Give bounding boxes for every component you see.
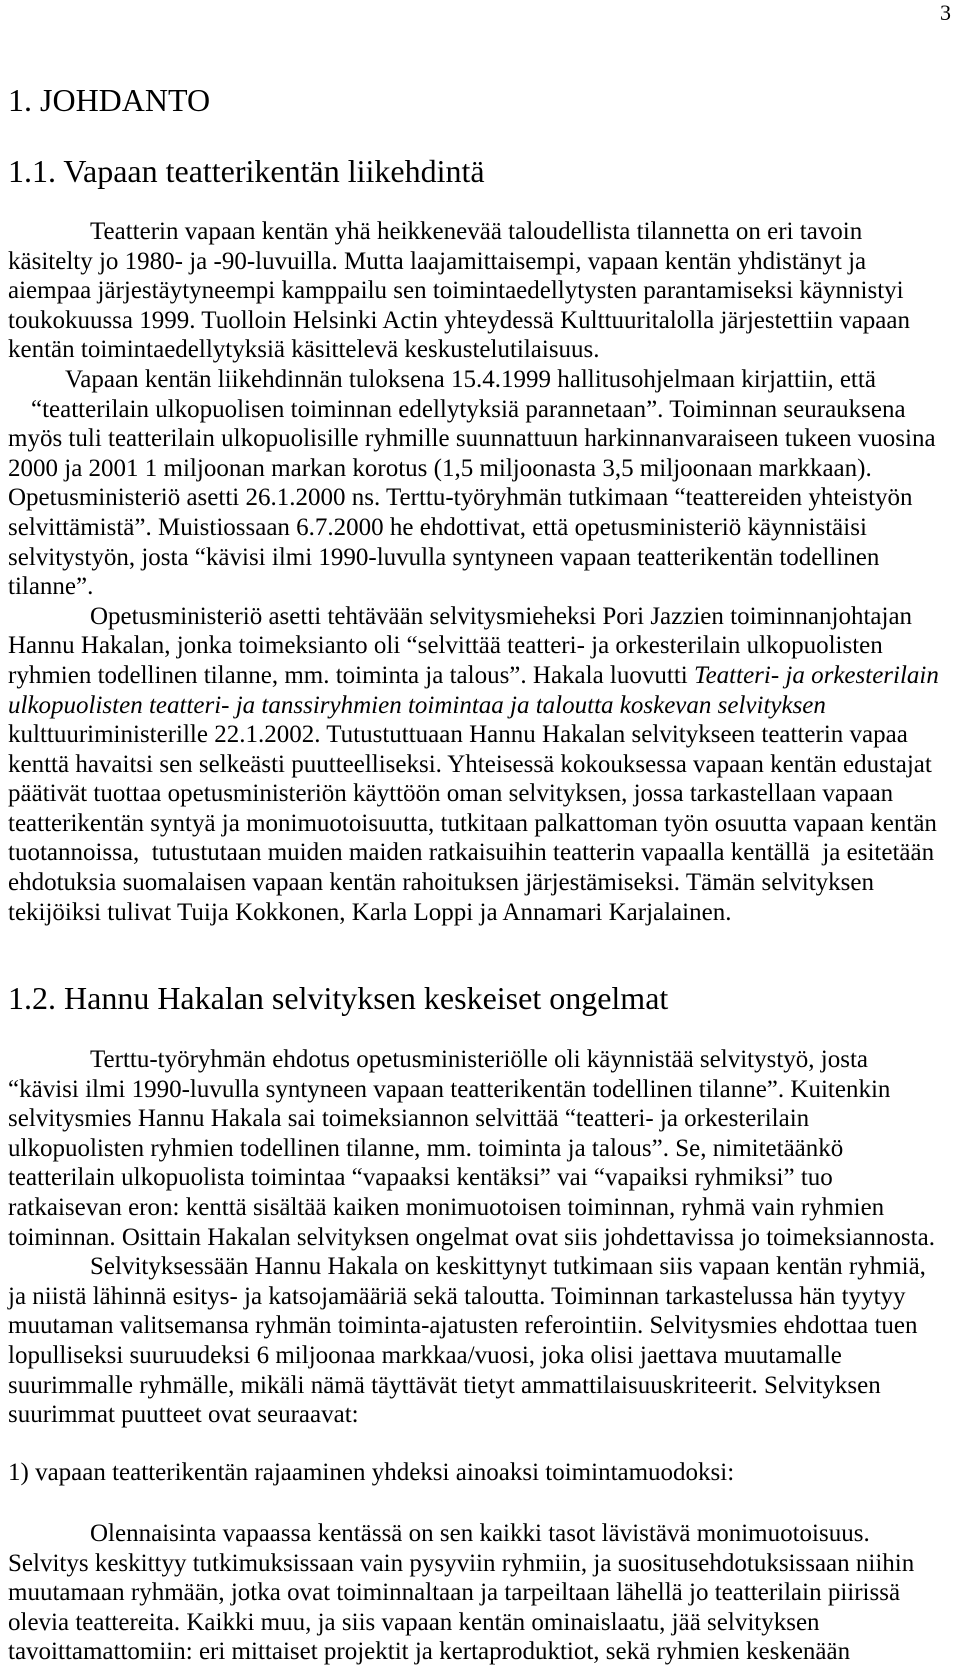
- text-line: suurimmat puutteet ovat seuraavat:: [8, 1401, 359, 1429]
- text-line: “teatterilain ulkopuolisen toiminnan edellytyksiä parannetaan”. Toiminnan seurauksena: [31, 395, 906, 423]
- text-line: 2000 ja 2001 1 miljoonan markan korotus (1,5 miljoonasta 3,5 miljoonaan markkaan).: [8, 454, 872, 482]
- text-line: aiempaa järjestäytyneempi kamppailu sen toimintaedellytysten parantamiseksi käynnistyi: [8, 277, 904, 305]
- report-title-italic: Teatteri- ja orkesterilain: [693, 661, 939, 689]
- text-line: suurimmalle ryhmälle, mikäli nämä täyttävät tietyt ammattilaisuuskriteerit. Selvityksen: [8, 1371, 881, 1399]
- text-line: [8, 661, 958, 691]
- text-line: tavoittamattomiin: eri mittaiset projektit ja kertaproduktiot, sekä ryhmien keskenään: [8, 1638, 851, 1666]
- text-line: ratkaisevan eron: kenttä sisältää kaiken monimuotoisen toiminnan, ryhmä vain ryhmien: [8, 1193, 885, 1221]
- text-line: lopulliseksi suuruudeksi 6 miljoonaa markkaa/vuosi, joka olisi jaettava muutamalle: [8, 1341, 842, 1369]
- text-line: tilanne”.: [8, 573, 94, 601]
- text-line: muutamaan ryhmään, jotka ovat toiminnaltaan ja tarpeiltaan lähellä jo teatterilain piirissä: [8, 1579, 901, 1607]
- text-line: Teatterin vapaan kentän yhä heikkenevää taloudellista tilannetta on eri tavoin: [90, 218, 863, 245]
- paragraph: [8, 1252, 958, 1430]
- text-line: kentän toimintaedellytyksiä käsittelevä keskustelutilaisuus.: [8, 336, 600, 364]
- text-line: toiminnan. Osittain Hakalan selvityksen ongelmat ovat siis johdettavissa jo toimeksiannosta.: [8, 1223, 935, 1251]
- text-line: selvitystyön, josta “kävisi ilmi 1990-luvulla syntyneen vapaan teatterikentän todellinen: [8, 543, 880, 571]
- numbered-list: [8, 1458, 958, 1488]
- chapter-heading: 1. JOHDANTO: [8, 82, 211, 118]
- paragraph: [8, 1045, 958, 1252]
- paragraph: [8, 217, 958, 365]
- text-segment: ryhmien todellinen tilanne, mm. toiminta ja talous”. Hakala luovutti: [8, 661, 694, 689]
- section-heading-1-2: 1.2. Hannu Hakalan selvityksen keskeiset ongelmat: [8, 980, 669, 1016]
- text-line: Selvitys keskittyy tutkimuksissaan vain pysyviin ryhmiin, ja suositusehdotuksissaan niihin: [8, 1549, 915, 1577]
- section-1-1-body: [8, 217, 958, 927]
- text-line: Vapaan kentän liikehdinnän tuloksena 15.4.1999 hallitusohjelmaan kirjattiin, että: [65, 365, 876, 393]
- text-line: selvittämistä”. Muistiossaan 6.7.2000 he ehdottivat, että opetusministeriö käynnistäisi: [8, 513, 867, 541]
- text-line: muutaman valitsemansa ryhmän toiminta-ajatusten referointiin. Selvitysmies ehdottaa tuen: [8, 1312, 918, 1340]
- text-line: kulttuuriministerille 22.1.2002. Tutustuttuaan Hannu Hakalan selvitykseen teatterin vapaa: [8, 721, 908, 749]
- page-number: 3: [940, 0, 951, 25]
- text-line: Opetusministeriö asetti 26.1.2000 ns. Terttu-työryhmän tutkimaan “teattereiden yhteistyön: [8, 484, 913, 512]
- text-line: Terttu-työryhmän ehdotus opetusministeriölle oli käynnistää selvitystyö, josta: [90, 1046, 868, 1073]
- report-title-italic: ulkopuolisten teatteri- ja tanssiryhmien toimintaa ja taloutta koskevan selvityksen: [8, 691, 826, 719]
- section-1-2-body: [8, 1045, 958, 1430]
- text-line: Olennaisinta vapaassa kentässä on sen kaikki tasot lävistävä monimuotoisuus.: [90, 1520, 870, 1547]
- text-line: kenttä havaitsi sen selkeästi puutteelliseksi. Yhteisessä kokouksessa vapaan kentän edustajat: [8, 750, 932, 778]
- text-line: selvitysmies Hannu Hakala sai toimeksiannon selvittää “teatteri- ja orkesterilain: [8, 1105, 810, 1133]
- text-line: teatterilain ulkopuolista toimintaa “vapaaksi kentäksi” vai “vapaiksi ryhmiksi” tuo: [8, 1164, 833, 1192]
- text-line: toukokuussa 1999. Tuolloin Helsinki Actin yhteydessä Kulttuuritalolla järjestettiin vapaan: [8, 306, 910, 334]
- text-line: tuotannoissa, tutustutaan muiden maiden ratkaisuihin teatterin vapaalla kentällä ja esitetään: [8, 839, 935, 867]
- text-line: olevia teattereita. Kaikki muu, ja siis vapaan kentän ominaislaatu, jää selvityksen: [8, 1608, 820, 1636]
- text-line: “kävisi ilmi 1990-luvulla syntyneen vapaan teatterikentän todellinen tilanne”. Kuitenkin: [8, 1075, 891, 1103]
- section-heading-1-1: 1.1. Vapaan teatterikentän liikehdintä: [8, 153, 485, 189]
- text-line: myös tuli teatterilain ulkopuolisille ryhmille suunnattuun harkinnanvaraiseen tukeen vuosina: [8, 425, 936, 453]
- list-item: 1) vapaan teatterikentän rajaaminen yhdeksi ainoaksi toimintamuodoksi:: [8, 1459, 735, 1486]
- list-item-body: [8, 1519, 958, 1667]
- paragraph: [8, 602, 958, 928]
- text-line: päätivät tuottaa opetusministeriön käyttöön oman selvityksen, jossa tarkastellaan vapaan: [8, 780, 894, 808]
- paragraph: [8, 1519, 958, 1667]
- text-line: käsitelty jo 1980- ja -90-luvuilla. Mutta laajamittaisempi, vapaan kentän yhdistänyt ja: [8, 247, 867, 275]
- text-line: ulkopuolisten ryhmien todellinen tilanne, mm. toiminta ja talous”. Se, nimitetäänkö: [8, 1134, 844, 1162]
- text-line: ehdotuksia suomalaisen vapaan kentän rahoituksen järjestämiseksi. Tämän selvityksen: [8, 869, 874, 897]
- text-line: Selvityksessään Hannu Hakala on keskittynyt tutkimaan siis vapaan kentän ryhmiä,: [90, 1253, 926, 1281]
- text-line: Hannu Hakalan, jonka toimeksianto oli “selvittää teatteri- ja orkesterilain ulkopuolisten: [8, 632, 883, 660]
- text-line: Opetusministeriö asetti tehtävään selvitysmieheksi Pori Jazzien toiminnanjohtajan: [90, 602, 913, 630]
- text-line: tekijöiksi tulivat Tuija Kokkonen, Karla Loppi ja Annamari Karjalainen.: [8, 898, 732, 926]
- text-line: ja niistä lähinnä esitys- ja katsojamääriä sekä taloutta. Toiminnan tarkastelussa hän tyytyy: [8, 1282, 906, 1310]
- paragraph: [8, 365, 958, 602]
- text-line: [8, 691, 958, 721]
- text-line: teatterikentän syntyä ja monimuotoisuutta, tutkitaan palkattoman työn osuutta vapaan kentän: [8, 809, 937, 837]
